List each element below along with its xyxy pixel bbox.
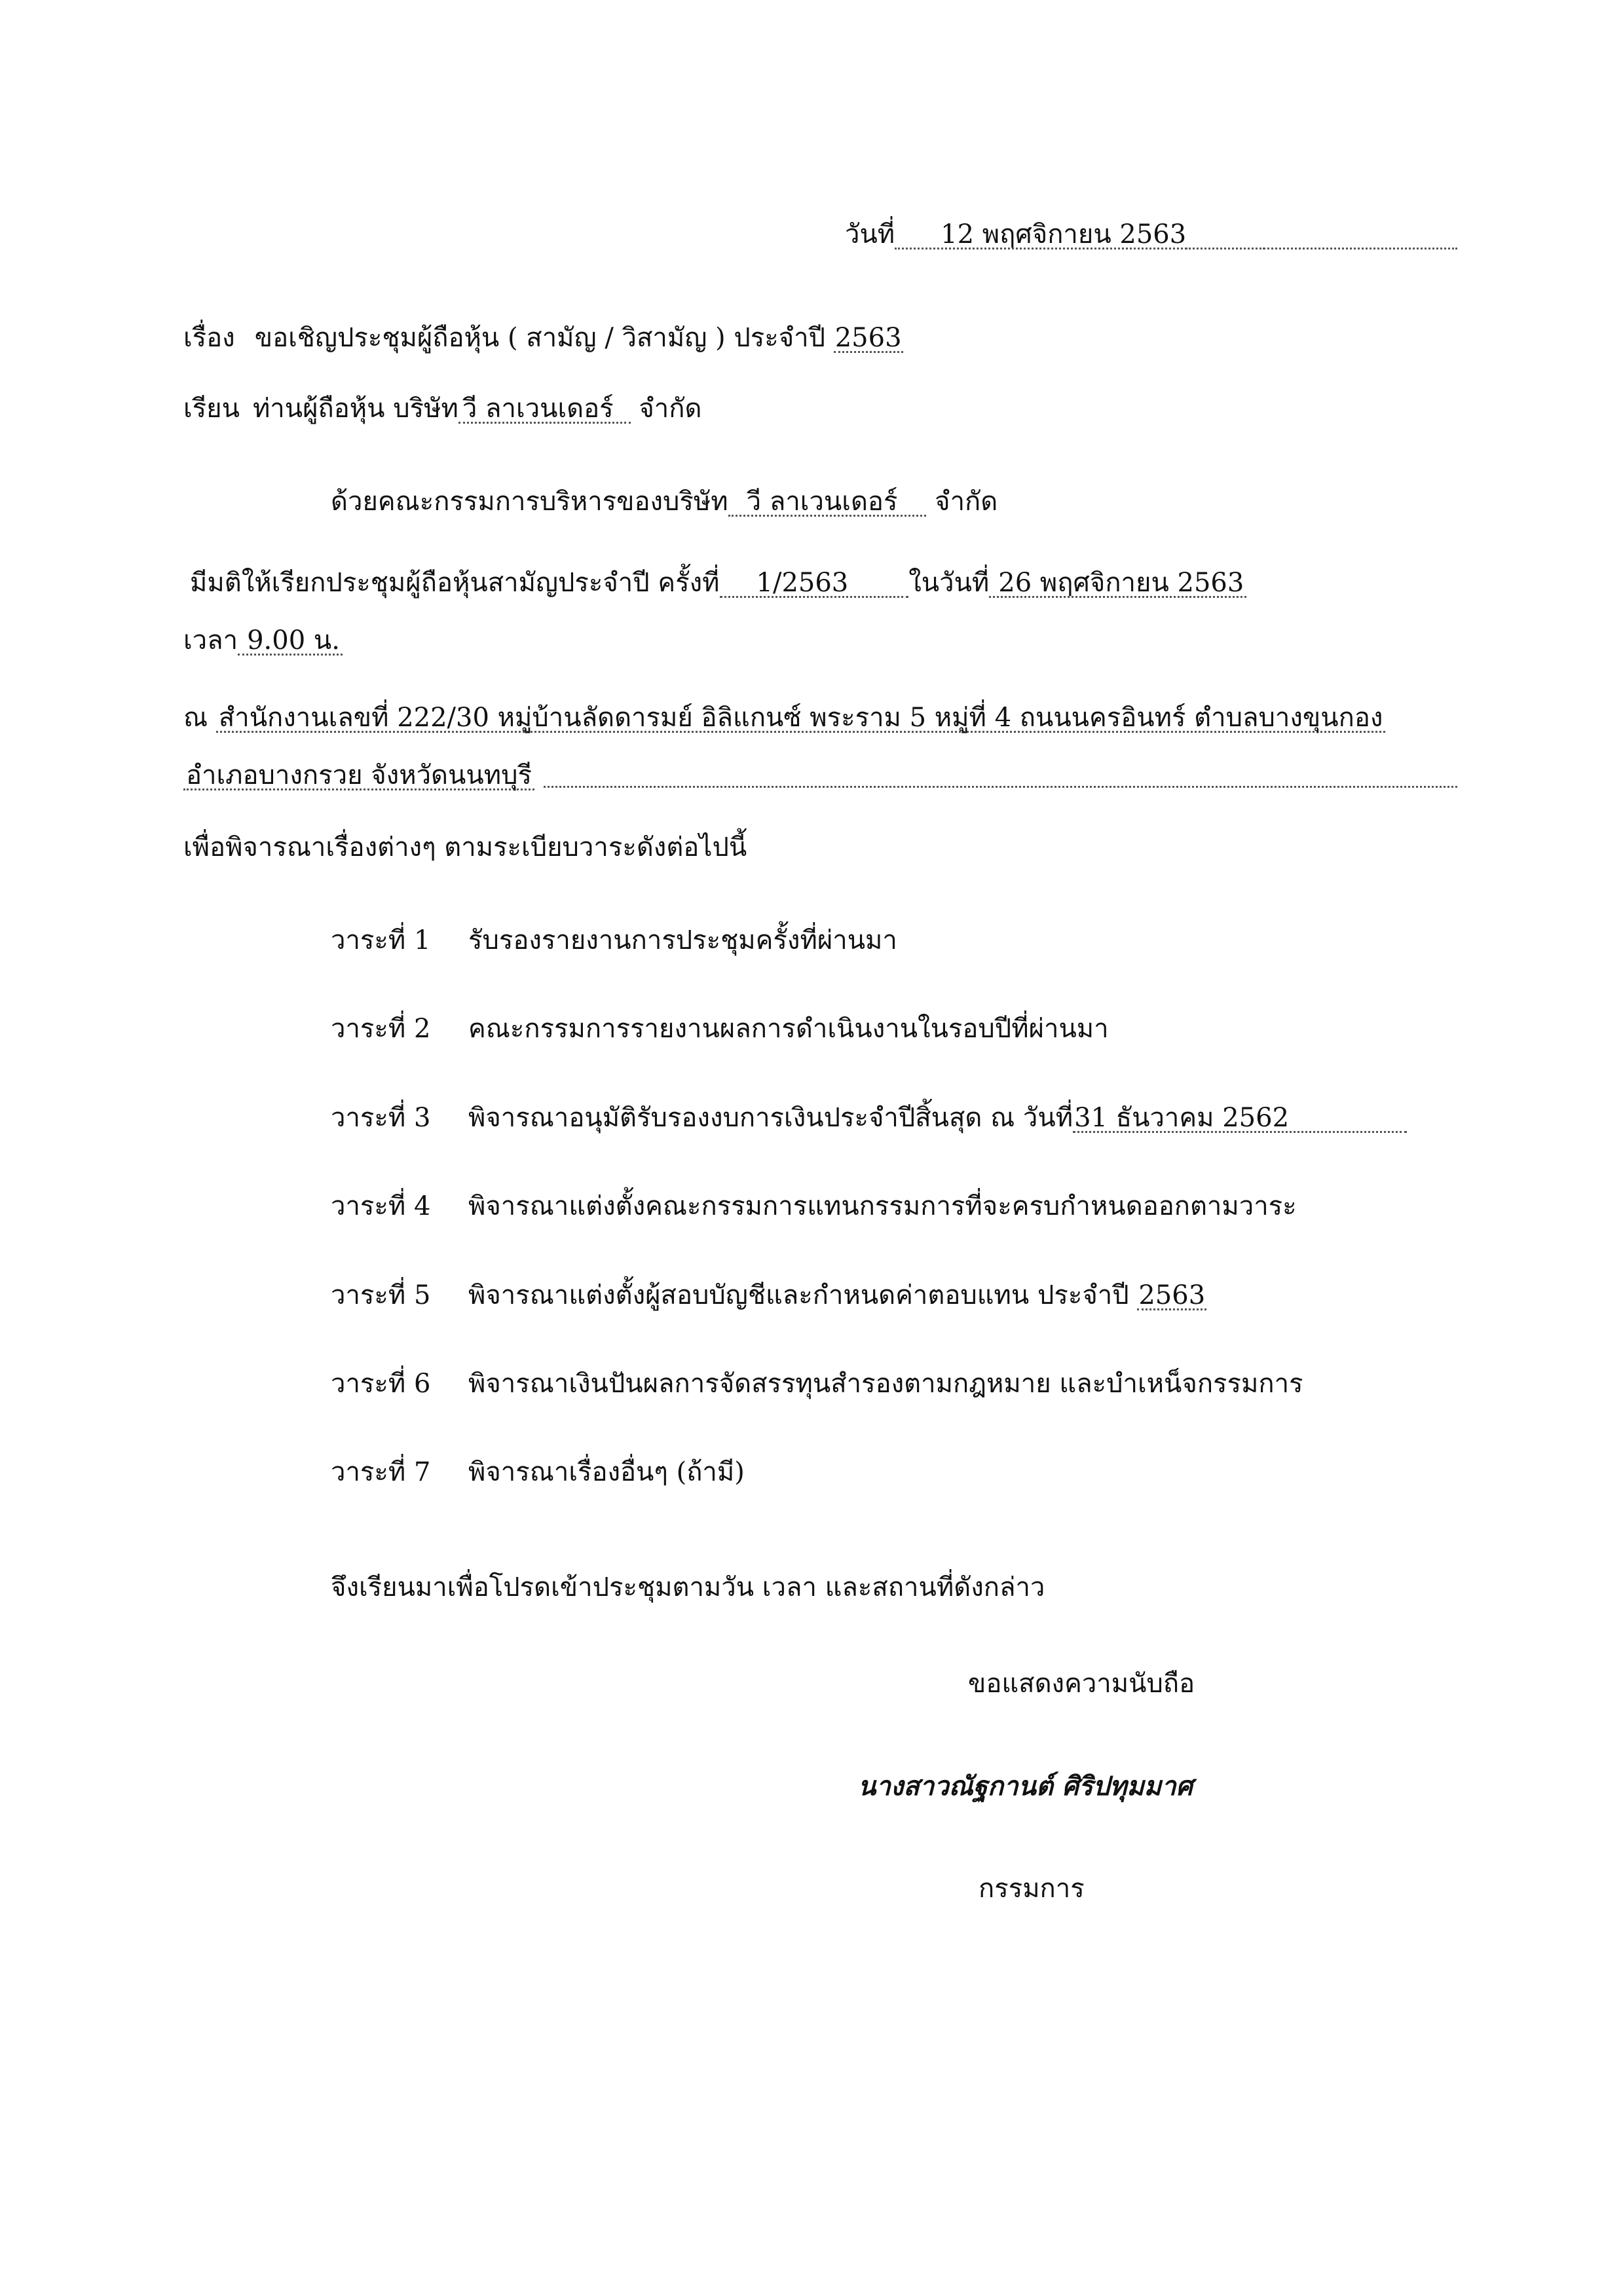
- agenda-item: [331, 1365, 1303, 1402]
- date-value: 12 พฤศจิกายน 2563: [895, 221, 1265, 250]
- agenda-text: พิจารณาเงินปันผลการจัดสรรทุนสำรองตามกฎหมาย และบำเหน็จกรรมการ: [468, 1369, 1303, 1399]
- signer-title: กรรมการ: [979, 1874, 1085, 1904]
- to-label: เรียน: [183, 394, 240, 424]
- venue-line-1: [183, 699, 1385, 736]
- intro-company: วี ลาเวนเดอร์: [728, 489, 927, 517]
- intro-suffix: จำกัด: [935, 487, 998, 517]
- to-line: [183, 390, 701, 427]
- agenda-number: วาระที่ 6: [331, 1369, 431, 1399]
- resolution-line: [190, 565, 1246, 601]
- venue-address-1: สำนักงานเลขที่ 222/30 หมู่บ้านลัดดารมย์ อิลิแกนซ์ พระราม 5 หมู่ที่ 4 ถนนนครอินทร์ ตำบลบางขุนกอง: [216, 705, 1386, 733]
- agenda-text: พิจารณาแต่งตั้งคณะกรรมการแทนกรรมการที่จะครบกำหนดออกตามวาระ: [468, 1191, 1297, 1221]
- agenda-number: วาระที่ 5: [331, 1280, 431, 1310]
- agenda-text: พิจารณาเรื่องอื่นๆ (ถ้ามี): [468, 1457, 745, 1487]
- agenda-text: พิจารณาแต่งตั้งผู้สอบบัญชีและกำหนดค่าตอบแทน ประจำปี: [468, 1280, 1129, 1310]
- agenda-text: คณะกรรมการรายงานผลการดำเนินงานในรอบปีที่ผ่านมา: [468, 1014, 1109, 1044]
- agenda-number: วาระที่ 7: [331, 1457, 431, 1487]
- agenda-item: [331, 1454, 745, 1491]
- time-value: 9.00 น.: [238, 627, 343, 656]
- intro-line: [331, 483, 998, 520]
- date-dotted-rule: [1185, 248, 1457, 250]
- resolution-prefix: มีมติให้เรียกประชุมผู้ถือหุ้นสามัญประจำปี ครั้งที่: [190, 568, 720, 598]
- closing-line: จึงเรียนมาเพื่อโปรดเข้าประชุมตามวัน เวลา และสถานที่ดังกล่าว: [331, 1572, 1045, 1602]
- agenda-fill-value: 2563: [1138, 1280, 1206, 1310]
- subject-label: เรื่อง: [183, 323, 235, 353]
- subject-text: ขอเชิญประชุมผู้ถือหุ้น ( สามัญ / วิสามัญ ) ประจำปี: [254, 323, 825, 353]
- time-line: [183, 622, 343, 659]
- subject-year: 2563: [834, 323, 902, 353]
- venue-line-2: [183, 757, 534, 794]
- meeting-date-label: ในวันที่: [908, 568, 990, 598]
- agenda-number: วาระที่ 4: [331, 1191, 431, 1221]
- meeting-date: 26 พฤศจิกายน 2563: [989, 570, 1246, 598]
- agenda-number: วาระที่ 1: [331, 925, 431, 955]
- meeting-number: 1/2563: [720, 570, 909, 598]
- signer-name: นางสาวณัฐกานต์ ศิริปทุมมาศ: [858, 1771, 1193, 1802]
- time-label: เวลา: [183, 625, 238, 656]
- regards-line: ขอแสดงความนับถือ: [968, 1669, 1195, 1699]
- venue-address-2: อำเภอบางกรวย จังหวัดนนทบุรี: [183, 762, 534, 790]
- agenda-text: รับรองรายงานการประชุมครั้งที่ผ่านมา: [468, 925, 897, 955]
- agenda-fill-value: 31 ธันวาคม 2562: [1073, 1105, 1407, 1133]
- date-label: วันที่: [845, 219, 895, 250]
- agenda-number: วาระที่ 3: [331, 1103, 431, 1133]
- subject-line: [183, 320, 903, 356]
- to-text: ท่านผู้ถือหุ้น บริษัท: [252, 394, 458, 424]
- to-suffix: จำกัด: [639, 394, 702, 424]
- to-company: วี ลาเวนเดอร์: [458, 396, 631, 424]
- agenda-item: [331, 922, 897, 959]
- intro-prefix: ด้วยคณะกรรมการบริหารของบริษัท: [331, 487, 728, 517]
- agenda-text: พิจารณาอนุมัติรับรองงบการเงินประจำปีสิ้นสุด ณ วันที่: [468, 1103, 1073, 1133]
- venue-prefix: ณ: [183, 703, 208, 733]
- agenda-item: [331, 1188, 1297, 1225]
- agenda-item: [331, 1010, 1109, 1047]
- venue-dotted-rule: [544, 786, 1457, 788]
- agenda-intro: เพื่อพิจารณาเรื่องต่างๆ ตามระเบียบวาระดังต่อไปนี้: [183, 832, 747, 862]
- agenda-item: [331, 1100, 1407, 1136]
- agenda-number: วาระที่ 2: [331, 1014, 431, 1044]
- agenda-item: [331, 1277, 1206, 1314]
